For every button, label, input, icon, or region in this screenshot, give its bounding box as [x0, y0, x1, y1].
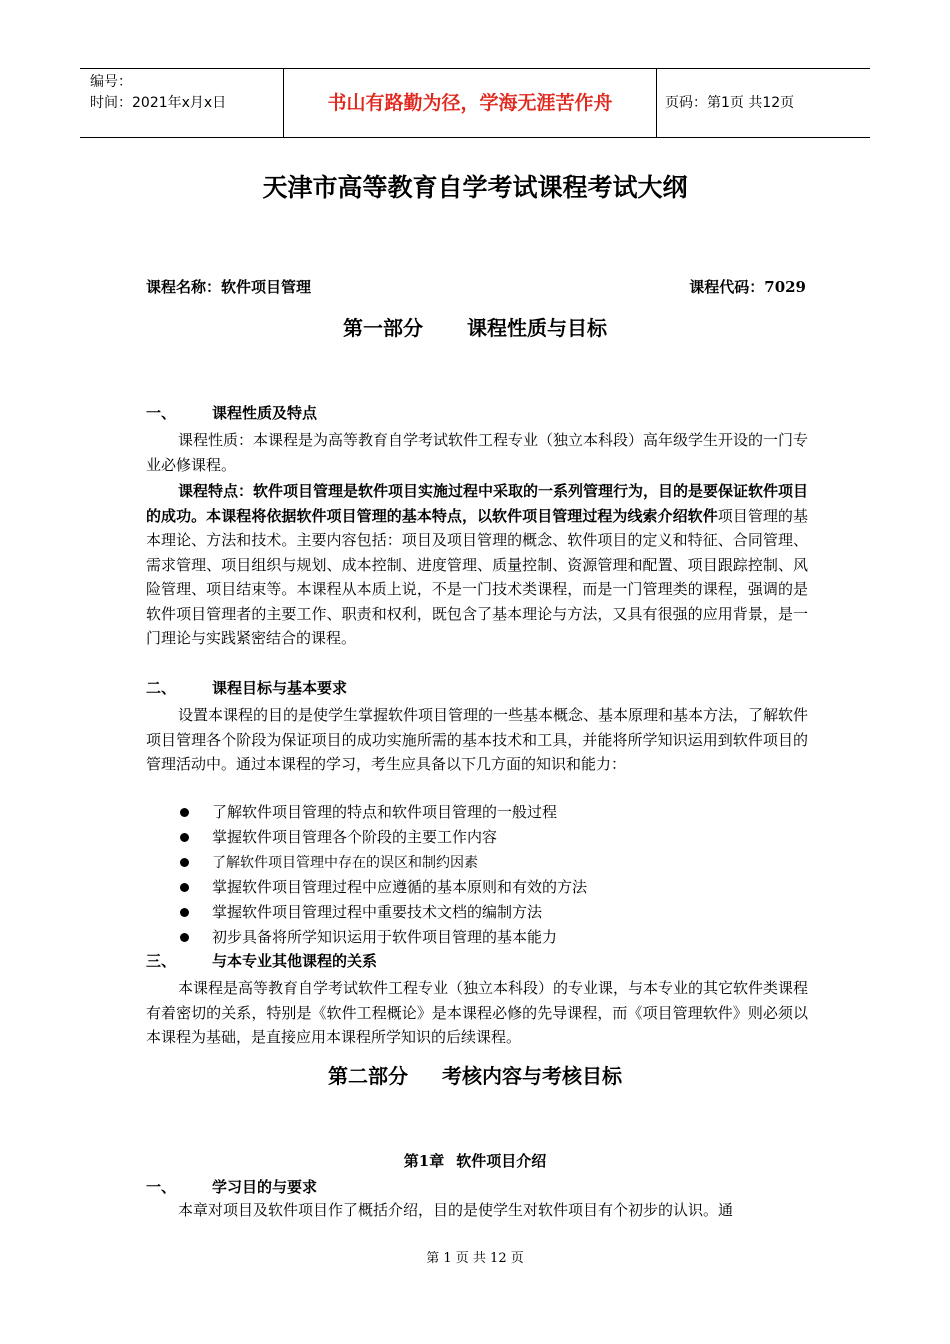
- part-one-title: 课程性质与目标: [467, 316, 607, 340]
- bullet-icon: [180, 883, 189, 892]
- section-heading: [146, 1176, 317, 1197]
- bullet-icon: [180, 833, 189, 842]
- section-title: 与本专业其他课程的关系: [212, 952, 378, 970]
- header-meta: [80, 69, 283, 137]
- section-heading: [146, 950, 377, 971]
- list-item: 掌握软件项目管理各个阶段的主要工作内容: [146, 825, 808, 850]
- bullet-icon: [180, 858, 189, 867]
- doc-number: 编号：: [90, 74, 132, 90]
- paragraph-relation: 本课程是高等教育自学考试软件工程专业（独立本科段）的专业课，与本专业的其它软件类课程有着密切的关系，特别是《软件工程概论》是本课程必修的先导课程，而《项目管理软件》则必须以本课程为基础，是直接应用本课程所学知识的后续课程。: [146, 979, 809, 1046]
- part-two-label: 第二部分: [328, 1064, 408, 1088]
- document-title: 天津市高等教育自学考试课程考试大纲: [262, 173, 688, 202]
- part-two-heading: [0, 1060, 950, 1089]
- list-item: 了解软件项目管理的特点和软件项目管理的一般过程: [146, 800, 808, 825]
- list-item: 了解软件项目管理中存在的误区和制约因素: [146, 850, 808, 875]
- paragraph-ch1-intro: 本章对项目及软件项目作了概括介绍，目的是使学生对软件项目有个初步的认识。通: [178, 1201, 734, 1219]
- features-bold-text: 课程特点：软件项目管理是软件项目实施过程中采取的一系列管理行为，目的是要保证软件项目的成功。本课程将依据软件项目管理的基本特点，以软件项目管理过程为线索介绍软件: [146, 482, 809, 525]
- section-number: 一、: [146, 404, 177, 422]
- chapter-title: 软件项目介绍: [456, 1152, 547, 1170]
- section-title: 课程目标与基本要求: [212, 679, 348, 697]
- bullet-icon: [180, 933, 189, 942]
- chapter-heading: [0, 1150, 950, 1171]
- part-one-label: 第一部分: [343, 316, 423, 340]
- course-info: [146, 276, 806, 297]
- header-page-info: 页码：第1页 共12页: [665, 95, 795, 111]
- bullet-icon: [180, 908, 189, 917]
- page-header: [80, 68, 870, 138]
- section-heading: [146, 402, 317, 423]
- paragraph-goals: 设置本课程的目的是使学生掌握软件项目管理的一些基本概念、基本原理和基本方法，了解软件项目管理各个阶段为保证项目的成功实施所需的基本技术和工具，并能将所学知识运用到软件项目的管理活动中。通过本课程的学习，考生应具备以下几方面的知识和能力：: [146, 706, 809, 773]
- part-one-heading: [0, 312, 950, 341]
- paragraph-features: [146, 479, 808, 651]
- features-rest-text: 项目管理的基本理论、方法和技术。主要内容包括：项目及项目管理的概念、软件项目的定义和特征、合同管理、需求管理、项目组织与规划、成本控制、进度管理、质量控制、资源管理和配置、项目跟踪控制、风险管理、项目结束等。本课程从本质上说，不是一门技术类课程，而是一门管理类的课程，强调的是软件项目管理者的主要工作、职责和权利，既包含了基本理论与方法，又具有很强的应用背景，是一门理论与实践紧密结合的课程。: [146, 506, 808, 647]
- section-number: 二、: [146, 679, 177, 697]
- header-motto: 书山有路勤为径，学海无涯苦作舟: [283, 69, 657, 137]
- goals-list: [146, 800, 808, 950]
- list-item: 掌握软件项目管理过程中重要技术文档的编制方法: [146, 900, 808, 925]
- page-footer: 第 1 页 共 12 页: [426, 1251, 524, 1266]
- list-item: 初步具备将所学知识运用于软件项目管理的基本能力: [146, 925, 808, 950]
- section-number: 一、: [146, 1178, 177, 1196]
- part-two-title: 考核内容与考核目标: [442, 1064, 622, 1088]
- doc-date: 时间：2021年x月x日: [90, 95, 227, 111]
- section-title: 学习目的与要求: [212, 1178, 318, 1196]
- section-title: 课程性质及特点: [212, 404, 318, 422]
- course-name: 课程名称：软件项目管理: [146, 278, 312, 296]
- section-heading: [146, 677, 347, 698]
- chapter-label: 第1章: [403, 1152, 445, 1170]
- course-code: 课程代码：7029: [689, 278, 806, 296]
- paragraph-nature: 课程性质：本课程是为高等教育自学考试软件工程专业（独立本科段）高年级学生开设的一门专业必修课程。: [146, 431, 809, 474]
- bullet-icon: [180, 808, 189, 817]
- section-number: 三、: [146, 952, 177, 970]
- list-item: 掌握软件项目管理过程中应遵循的基本原则和有效的方法: [146, 875, 808, 900]
